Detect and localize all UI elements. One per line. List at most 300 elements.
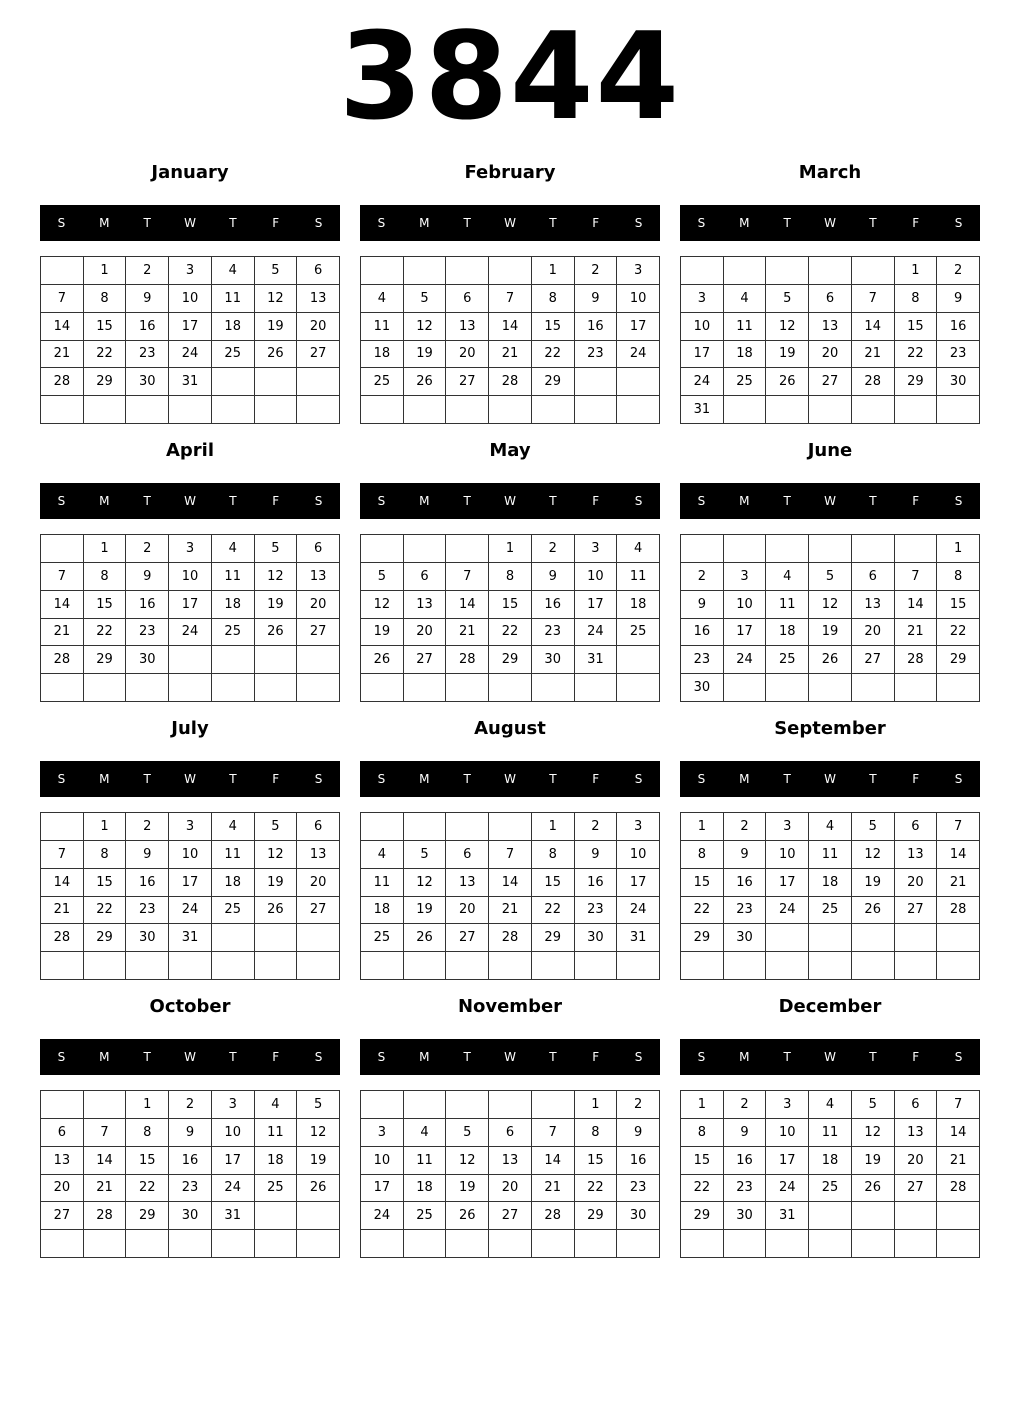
day-cell bbox=[169, 1230, 212, 1258]
day-cell bbox=[852, 1230, 895, 1258]
day-cell: 21 bbox=[489, 341, 532, 369]
day-cell: 12 bbox=[255, 285, 298, 313]
day-cell: 16 bbox=[575, 313, 618, 341]
day-cell bbox=[809, 257, 852, 285]
day-cell: 14 bbox=[41, 869, 84, 897]
day-cell: 12 bbox=[361, 591, 404, 619]
day-cell: 2 bbox=[575, 813, 618, 841]
day-cell: 14 bbox=[532, 1147, 575, 1175]
day-cell: 16 bbox=[724, 1147, 767, 1175]
day-cell: 21 bbox=[41, 619, 84, 647]
day-cell bbox=[361, 1230, 404, 1258]
day-cell bbox=[297, 952, 340, 980]
weekday-header bbox=[680, 205, 980, 241]
weekday-header bbox=[40, 483, 340, 519]
weekday-label: F bbox=[912, 1050, 920, 1064]
day-cell bbox=[255, 1202, 298, 1230]
day-cell bbox=[489, 1230, 532, 1258]
day-cell: 10 bbox=[766, 841, 809, 869]
day-cell: 23 bbox=[724, 897, 767, 925]
day-cell bbox=[852, 535, 895, 563]
day-cell bbox=[724, 396, 767, 424]
day-cell: 23 bbox=[937, 341, 980, 369]
day-cell: 23 bbox=[724, 1175, 767, 1203]
weekday-label: M bbox=[99, 494, 110, 508]
day-cell: 26 bbox=[297, 1175, 340, 1203]
day-cell bbox=[361, 257, 404, 285]
day-cell: 4 bbox=[766, 563, 809, 591]
day-cell: 1 bbox=[681, 1091, 724, 1119]
day-cell: 1 bbox=[489, 535, 532, 563]
day-cell: 30 bbox=[575, 924, 618, 952]
day-cell: 1 bbox=[84, 535, 127, 563]
day-cell: 16 bbox=[126, 313, 169, 341]
day-cell bbox=[937, 1230, 980, 1258]
day-cell: 14 bbox=[937, 841, 980, 869]
day-grid bbox=[360, 256, 660, 424]
day-cell bbox=[84, 1230, 127, 1258]
day-cell: 27 bbox=[489, 1202, 532, 1230]
weekday-label: W bbox=[184, 1050, 196, 1064]
day-cell bbox=[809, 1230, 852, 1258]
day-cell: 4 bbox=[724, 285, 767, 313]
day-cell: 18 bbox=[766, 619, 809, 647]
day-cell: 16 bbox=[126, 869, 169, 897]
day-cell: 5 bbox=[361, 563, 404, 591]
day-cell bbox=[532, 396, 575, 424]
day-cell bbox=[617, 1230, 660, 1258]
day-cell: 25 bbox=[809, 1175, 852, 1203]
day-cell bbox=[446, 1091, 489, 1119]
day-cell: 10 bbox=[575, 563, 618, 591]
weekday-label: S bbox=[954, 216, 963, 230]
day-cell: 22 bbox=[681, 897, 724, 925]
weekday-label: T bbox=[143, 494, 151, 508]
day-cell: 10 bbox=[617, 841, 660, 869]
day-cell: 6 bbox=[809, 285, 852, 313]
day-grid bbox=[680, 256, 980, 424]
weekday-label: T bbox=[143, 216, 151, 230]
weekday-label: S bbox=[57, 1050, 66, 1064]
day-cell: 7 bbox=[937, 813, 980, 841]
day-cell bbox=[617, 674, 660, 702]
weekday-label: F bbox=[272, 772, 280, 786]
day-cell: 18 bbox=[809, 869, 852, 897]
weekday-label: S bbox=[314, 216, 323, 230]
day-cell: 25 bbox=[361, 924, 404, 952]
day-cell: 20 bbox=[297, 869, 340, 897]
day-cell bbox=[852, 1202, 895, 1230]
day-cell bbox=[212, 674, 255, 702]
weekday-label: W bbox=[824, 1050, 836, 1064]
day-cell bbox=[895, 952, 938, 980]
day-cell bbox=[446, 674, 489, 702]
day-cell: 28 bbox=[41, 368, 84, 396]
day-cell: 18 bbox=[212, 869, 255, 897]
day-cell: 2 bbox=[681, 563, 724, 591]
day-cell: 11 bbox=[255, 1119, 298, 1147]
weekday-label: S bbox=[314, 1050, 323, 1064]
day-cell: 11 bbox=[809, 1119, 852, 1147]
day-cell: 21 bbox=[895, 619, 938, 647]
day-grid bbox=[40, 256, 340, 424]
month-name: May bbox=[489, 440, 531, 461]
month-name: March bbox=[798, 162, 862, 183]
day-cell: 24 bbox=[766, 897, 809, 925]
day-cell: 19 bbox=[255, 869, 298, 897]
day-cell: 27 bbox=[297, 341, 340, 369]
day-cell bbox=[41, 952, 84, 980]
weekday-label: M bbox=[739, 216, 750, 230]
day-cell bbox=[212, 646, 255, 674]
weekday-label: W bbox=[184, 494, 196, 508]
day-cell: 11 bbox=[361, 869, 404, 897]
day-cell: 23 bbox=[681, 646, 724, 674]
year-title: 3844 bbox=[339, 8, 681, 147]
day-cell: 5 bbox=[766, 285, 809, 313]
day-cell bbox=[212, 396, 255, 424]
day-cell: 15 bbox=[532, 313, 575, 341]
day-cell bbox=[404, 535, 447, 563]
day-cell: 7 bbox=[489, 841, 532, 869]
day-cell: 5 bbox=[255, 535, 298, 563]
weekday-label: M bbox=[99, 772, 110, 786]
day-cell: 3 bbox=[361, 1119, 404, 1147]
day-cell bbox=[297, 396, 340, 424]
day-grid bbox=[680, 1090, 980, 1258]
day-cell: 25 bbox=[404, 1202, 447, 1230]
day-cell bbox=[766, 535, 809, 563]
day-cell: 7 bbox=[489, 285, 532, 313]
weekday-label: T bbox=[143, 1050, 151, 1064]
day-cell bbox=[255, 396, 298, 424]
day-cell: 25 bbox=[766, 646, 809, 674]
day-cell: 8 bbox=[84, 841, 127, 869]
day-cell: 19 bbox=[446, 1175, 489, 1203]
weekday-label: T bbox=[549, 772, 557, 786]
day-cell: 22 bbox=[532, 897, 575, 925]
day-cell: 15 bbox=[489, 591, 532, 619]
day-cell: 18 bbox=[617, 591, 660, 619]
day-cell: 8 bbox=[126, 1119, 169, 1147]
day-cell bbox=[489, 257, 532, 285]
day-grid bbox=[680, 812, 980, 980]
day-cell: 26 bbox=[404, 368, 447, 396]
day-cell bbox=[41, 1230, 84, 1258]
day-cell bbox=[617, 368, 660, 396]
day-cell: 5 bbox=[404, 285, 447, 313]
day-cell: 8 bbox=[575, 1119, 618, 1147]
day-cell: 4 bbox=[617, 535, 660, 563]
day-cell: 19 bbox=[809, 619, 852, 647]
day-cell bbox=[937, 924, 980, 952]
day-cell bbox=[255, 646, 298, 674]
day-cell: 29 bbox=[84, 368, 127, 396]
day-cell bbox=[446, 535, 489, 563]
month-name: April bbox=[165, 440, 215, 461]
day-cell: 20 bbox=[895, 1147, 938, 1175]
day-cell: 4 bbox=[809, 813, 852, 841]
day-cell: 21 bbox=[41, 341, 84, 369]
day-cell: 21 bbox=[41, 897, 84, 925]
day-cell: 9 bbox=[169, 1119, 212, 1147]
day-cell: 2 bbox=[724, 1091, 767, 1119]
day-cell: 23 bbox=[617, 1175, 660, 1203]
day-cell: 13 bbox=[895, 1119, 938, 1147]
day-cell bbox=[617, 952, 660, 980]
day-cell: 22 bbox=[532, 341, 575, 369]
day-cell: 13 bbox=[297, 285, 340, 313]
day-cell: 15 bbox=[681, 869, 724, 897]
day-cell: 1 bbox=[84, 813, 127, 841]
day-grid bbox=[40, 534, 340, 702]
day-cell bbox=[895, 1230, 938, 1258]
day-cell bbox=[895, 674, 938, 702]
day-cell bbox=[212, 952, 255, 980]
day-cell: 30 bbox=[126, 646, 169, 674]
month-name: December bbox=[778, 996, 882, 1017]
day-cell: 16 bbox=[724, 869, 767, 897]
weekday-header bbox=[360, 205, 660, 241]
weekday-label: M bbox=[419, 216, 430, 230]
day-cell: 11 bbox=[212, 563, 255, 591]
day-cell: 12 bbox=[297, 1119, 340, 1147]
weekday-label: T bbox=[463, 1050, 471, 1064]
day-cell: 11 bbox=[212, 841, 255, 869]
day-cell bbox=[724, 535, 767, 563]
weekday-label: M bbox=[99, 216, 110, 230]
day-cell bbox=[126, 396, 169, 424]
day-cell: 14 bbox=[489, 869, 532, 897]
day-cell: 7 bbox=[532, 1119, 575, 1147]
day-cell: 17 bbox=[766, 1147, 809, 1175]
day-cell: 13 bbox=[297, 841, 340, 869]
day-cell bbox=[255, 924, 298, 952]
month-name: July bbox=[171, 718, 209, 739]
day-cell: 27 bbox=[895, 1175, 938, 1203]
day-cell: 25 bbox=[212, 341, 255, 369]
day-cell bbox=[255, 952, 298, 980]
day-cell: 20 bbox=[852, 619, 895, 647]
day-cell: 19 bbox=[255, 591, 298, 619]
day-cell bbox=[724, 952, 767, 980]
day-cell: 24 bbox=[681, 368, 724, 396]
day-cell bbox=[361, 396, 404, 424]
weekday-label: T bbox=[463, 216, 471, 230]
day-cell: 31 bbox=[617, 924, 660, 952]
day-cell: 20 bbox=[895, 869, 938, 897]
day-cell: 31 bbox=[212, 1202, 255, 1230]
day-cell bbox=[84, 952, 127, 980]
day-cell: 12 bbox=[766, 313, 809, 341]
day-cell bbox=[724, 674, 767, 702]
weekday-label: W bbox=[504, 772, 516, 786]
day-cell bbox=[41, 1091, 84, 1119]
day-cell: 4 bbox=[212, 535, 255, 563]
day-cell bbox=[681, 952, 724, 980]
day-cell bbox=[446, 396, 489, 424]
day-cell: 17 bbox=[212, 1147, 255, 1175]
day-cell: 22 bbox=[489, 619, 532, 647]
day-cell: 15 bbox=[126, 1147, 169, 1175]
day-cell: 24 bbox=[724, 646, 767, 674]
weekday-label: W bbox=[184, 216, 196, 230]
day-cell: 18 bbox=[361, 341, 404, 369]
day-cell: 7 bbox=[41, 841, 84, 869]
day-cell bbox=[937, 674, 980, 702]
weekday-label: T bbox=[783, 772, 791, 786]
weekday-label: S bbox=[697, 772, 706, 786]
day-cell: 6 bbox=[895, 1091, 938, 1119]
weekday-label: F bbox=[912, 216, 920, 230]
day-cell: 28 bbox=[937, 1175, 980, 1203]
day-cell: 9 bbox=[532, 563, 575, 591]
day-cell: 5 bbox=[852, 813, 895, 841]
day-cell: 27 bbox=[297, 897, 340, 925]
weekday-label: T bbox=[143, 772, 151, 786]
day-cell: 2 bbox=[126, 535, 169, 563]
weekday-label: F bbox=[592, 494, 600, 508]
day-cell bbox=[681, 257, 724, 285]
day-cell: 4 bbox=[361, 841, 404, 869]
day-cell: 19 bbox=[297, 1147, 340, 1175]
day-cell bbox=[361, 535, 404, 563]
day-cell: 17 bbox=[575, 591, 618, 619]
weekday-label: T bbox=[549, 216, 557, 230]
day-cell: 25 bbox=[255, 1175, 298, 1203]
day-cell: 17 bbox=[681, 341, 724, 369]
day-cell: 21 bbox=[937, 1147, 980, 1175]
day-cell: 13 bbox=[41, 1147, 84, 1175]
day-cell: 9 bbox=[617, 1119, 660, 1147]
weekday-label: M bbox=[419, 772, 430, 786]
day-cell bbox=[937, 952, 980, 980]
day-cell: 26 bbox=[852, 1175, 895, 1203]
day-cell: 26 bbox=[809, 646, 852, 674]
day-cell: 17 bbox=[169, 313, 212, 341]
day-cell: 11 bbox=[404, 1147, 447, 1175]
day-cell: 14 bbox=[84, 1147, 127, 1175]
day-cell: 24 bbox=[575, 619, 618, 647]
weekday-label: T bbox=[549, 1050, 557, 1064]
day-cell: 19 bbox=[852, 1147, 895, 1175]
weekday-header bbox=[40, 1039, 340, 1075]
day-cell: 4 bbox=[404, 1119, 447, 1147]
day-cell: 17 bbox=[766, 869, 809, 897]
weekday-label: S bbox=[954, 772, 963, 786]
day-cell bbox=[489, 674, 532, 702]
weekday-label: T bbox=[869, 494, 877, 508]
day-cell bbox=[212, 1230, 255, 1258]
day-cell: 24 bbox=[617, 897, 660, 925]
day-cell bbox=[532, 674, 575, 702]
day-cell: 13 bbox=[404, 591, 447, 619]
weekday-label: T bbox=[229, 772, 237, 786]
day-cell: 8 bbox=[681, 1119, 724, 1147]
day-cell: 12 bbox=[255, 841, 298, 869]
day-cell: 1 bbox=[937, 535, 980, 563]
day-cell: 21 bbox=[489, 897, 532, 925]
day-cell bbox=[297, 368, 340, 396]
day-cell: 3 bbox=[766, 1091, 809, 1119]
day-cell: 9 bbox=[126, 841, 169, 869]
day-cell: 21 bbox=[937, 869, 980, 897]
day-cell: 24 bbox=[617, 341, 660, 369]
day-cell: 13 bbox=[809, 313, 852, 341]
day-cell: 1 bbox=[532, 813, 575, 841]
day-cell bbox=[809, 1202, 852, 1230]
day-cell: 31 bbox=[766, 1202, 809, 1230]
day-cell: 20 bbox=[41, 1175, 84, 1203]
weekday-label: M bbox=[739, 772, 750, 786]
day-cell bbox=[937, 1202, 980, 1230]
weekday-label: S bbox=[314, 772, 323, 786]
day-cell: 10 bbox=[169, 841, 212, 869]
month-name: November bbox=[457, 996, 563, 1017]
weekday-label: S bbox=[634, 1050, 643, 1064]
day-cell: 15 bbox=[575, 1147, 618, 1175]
day-cell: 31 bbox=[169, 368, 212, 396]
day-cell: 2 bbox=[169, 1091, 212, 1119]
weekday-header bbox=[360, 483, 660, 519]
day-cell bbox=[575, 674, 618, 702]
day-cell bbox=[575, 1230, 618, 1258]
day-cell: 5 bbox=[255, 257, 298, 285]
weekday-label: S bbox=[377, 1050, 386, 1064]
day-cell: 1 bbox=[532, 257, 575, 285]
day-cell: 11 bbox=[212, 285, 255, 313]
day-cell: 16 bbox=[937, 313, 980, 341]
day-cell: 26 bbox=[446, 1202, 489, 1230]
day-cell: 30 bbox=[937, 368, 980, 396]
day-cell: 17 bbox=[361, 1175, 404, 1203]
day-cell: 1 bbox=[681, 813, 724, 841]
day-cell bbox=[895, 535, 938, 563]
day-cell: 24 bbox=[169, 897, 212, 925]
day-cell: 17 bbox=[169, 591, 212, 619]
day-cell: 26 bbox=[766, 368, 809, 396]
day-cell: 8 bbox=[489, 563, 532, 591]
day-cell: 17 bbox=[617, 313, 660, 341]
day-cell: 3 bbox=[575, 535, 618, 563]
day-cell: 29 bbox=[532, 924, 575, 952]
day-cell: 8 bbox=[532, 841, 575, 869]
day-cell: 1 bbox=[84, 257, 127, 285]
weekday-label: W bbox=[184, 772, 196, 786]
day-cell: 19 bbox=[766, 341, 809, 369]
day-cell: 29 bbox=[895, 368, 938, 396]
day-cell bbox=[41, 674, 84, 702]
day-cell: 18 bbox=[809, 1147, 852, 1175]
day-cell: 26 bbox=[255, 897, 298, 925]
day-cell: 14 bbox=[41, 313, 84, 341]
day-cell: 7 bbox=[41, 563, 84, 591]
day-cell bbox=[297, 924, 340, 952]
day-cell: 6 bbox=[297, 535, 340, 563]
day-cell: 19 bbox=[255, 313, 298, 341]
day-cell: 26 bbox=[852, 897, 895, 925]
weekday-label: F bbox=[912, 772, 920, 786]
day-cell: 15 bbox=[937, 591, 980, 619]
month-name: August bbox=[474, 718, 546, 739]
day-cell: 12 bbox=[852, 841, 895, 869]
month-name: February bbox=[464, 162, 556, 183]
day-cell bbox=[361, 1091, 404, 1119]
day-cell bbox=[169, 674, 212, 702]
day-cell: 11 bbox=[361, 313, 404, 341]
day-cell: 22 bbox=[84, 341, 127, 369]
day-cell: 6 bbox=[297, 257, 340, 285]
